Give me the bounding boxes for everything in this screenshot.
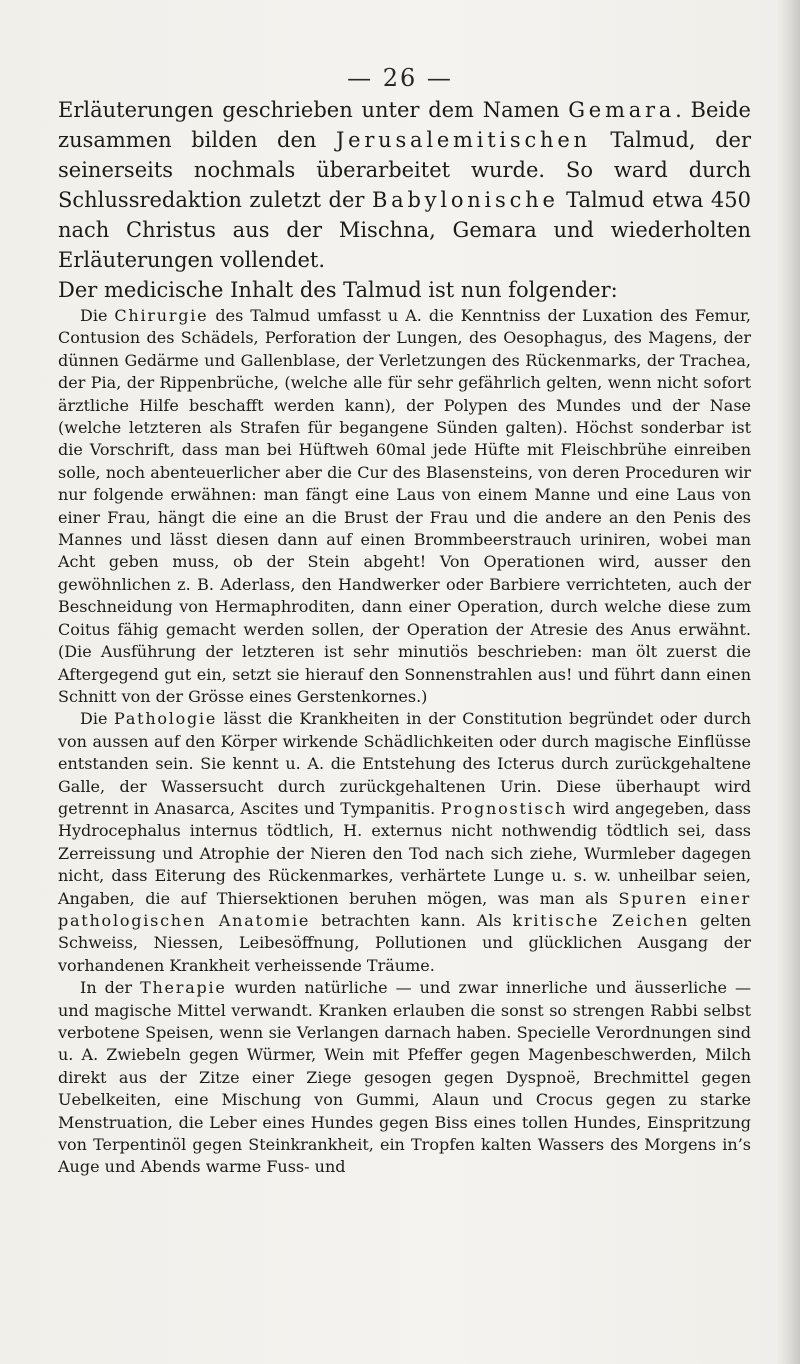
pathologie-text-b: wird angegeben, dass Hydrocephalus internus tödtlich, H. externus nicht nothwendig tödtlich sei, dass Zerreissung und Atrophie der Nieren den Tod nach sich ziehe, Wurmleber dagegen nicht, dass Eiterung des Rückenmarkes, verhärtete Lunge u. s. w. unheilbar seien, Angaben, die auf Thiersektionen beruhen mögen, was man als [58,798,751,908]
therapie-text: wurden natürliche — und zwar innerliche und äusserliche — und magische Mittel verwandt. Kranken erlauben die sonst so strengen Rabbi selbst verbotene Speisen, wenn sie Verlangen darnach haben. Specielle Verordnungen sind u. A. Zwiebeln gegen Würmer, Wein mit Pfeffer gegen Magenbeschwerden, Milch direkt aus der Zitze einer Ziege gesogen gegen Dyspnoë, Brechmittel gegen Uebelkeiten, eine Mischung von Gummi, Alaun und Crocus gegen zu starke Menstruation, die Leber eines Hundes gegen Biss eines tollen Hundes, Einspritzung von Terpentinöl gegen Steinkrankheit, ein Tropfen kalten Wassers des Morgens in’s Auge und Abends warme Fuss- und [58,978,751,1177]
jerusalemitischen-term: Jerusalemitischen [335,128,591,152]
chirurgie-heading: Chirurgie [114,306,209,325]
intro-text-b: . Beide zusammen bilden den [58,98,751,152]
intro-text-c: Talmud, der seinerseits nochmals überarbeitet wurde. So ward durch Schlussredaktion zuletzt der [58,128,752,212]
pathological-anatomy-term: Spuren einer pathologischen Anatomie [58,888,751,930]
intro-text-a: Erläuterungen geschrieben unter dem Namen [58,98,569,122]
intro-paragraph [58,95,751,275]
medical-sections [58,305,751,1179]
page-number: — 26 — [347,64,453,92]
therapie-heading: Therapie [140,978,227,998]
pathologie-text-c: betrachten kann. Als [310,910,513,930]
chirurgie-text: des Talmud umfasst u A. die Kenntniss der Luxation des Femur, Contusion des Schädels, Perforation der Lungen, des Oesophagus, des Magens, der dünnen Gedärme und Gallenblase, der Verletzungen des Rückenmarks, der Trachea, der Pia, der Rippenbrüche, (welche alle für sehr gefährlich gelten, wenn nicht sofort ärztliche Hilfe beschafft werden kann), der Polypen des Mundes und der Nase (welche letzteren als Strafen für begangene Sünden galten). Höchst sonderbar ist die Vorschrift, dass man bei Hüftweh 60mal jede Hüfte mit Fleischbrühe einreiben solle, noch abenteuerlicher aber die Cur des Blasensteins, von deren Proceduren wir nur folgende erwähnen: man fängt eine Laus von einem Manne und eine Laus von einer Frau, hängt die eine an die Brust der Frau und die andere an den Penis des Mannes und lässt diesen dann auf einen Brommbeerstrauch uriniren, wobei man Acht geben muss, ob der Stein abgeht! Von Operationen wird, ausser den gewöhnlichen z. B. Aderlass, den Handwerker oder Barbiere verrichteten, auch der Beschneidung von Hermaphroditen, dann einer Operation, durch welche diese zum Coitus fähig gemacht werden sollen, der Operation der Atresie des Anus erwähnt. (Die Ausführung der letzteren ist sehr minutiös beschrieben: man ölt zuerst die Aftergegend gut ein, setzt sie hierauf den Sonnenstrahlen aus! und führt dann einen Schnitt von der Grösse eines Gerstenkornes.) [58,306,752,706]
content-intro-line: Der medicische Inhalt des Talmud ist nun folgender: [58,278,618,302]
pathologie-paragraph [58,708,751,977]
therapie-paragraph [58,977,751,1179]
page-content [58,95,751,1179]
pathologie-text-d: gelten Schweiss, Niessen, Leibesöffnung, Pollutionen und glücklichen Ausgang der vorhandenen Krankheit verheissende Träume. [58,910,752,975]
page-edge-shadow [776,0,800,1364]
critical-signs-term: kritische Zeichen [512,910,690,930]
intro-text-d: Talmud etwa 450 nach Christus aus der Mischna, Gemara und wiederholten Erläuterungen vollendet. [58,188,751,272]
babylonische-term: Babylonische [371,188,559,212]
pathologie-text-a: lässt die Krankheiten in der Constitution begründet oder durch von aussen auf den Körper wirkende Schädlichkeiten oder durch magische Einflüsse entstanden sein. Sie kennt u. A. die Entstehung des Icterus durch zurückgehaltene Galle, der Wassersucht durch zurückgehaltenen Urin. Diese überhaupt wird getrennt in Anasarca, Ascites und Tympanitis. [58,709,751,818]
chirurgie-prefix: Die [80,306,115,325]
pathologie-heading: Pathologie [114,709,218,729]
pathologie-prefix: Die [80,709,115,729]
therapie-prefix: In der [80,978,141,998]
gemara-term: Gemara [568,98,676,122]
chirurgie-paragraph [58,305,751,708]
prognostisch-term: Prognostisch [440,798,568,818]
